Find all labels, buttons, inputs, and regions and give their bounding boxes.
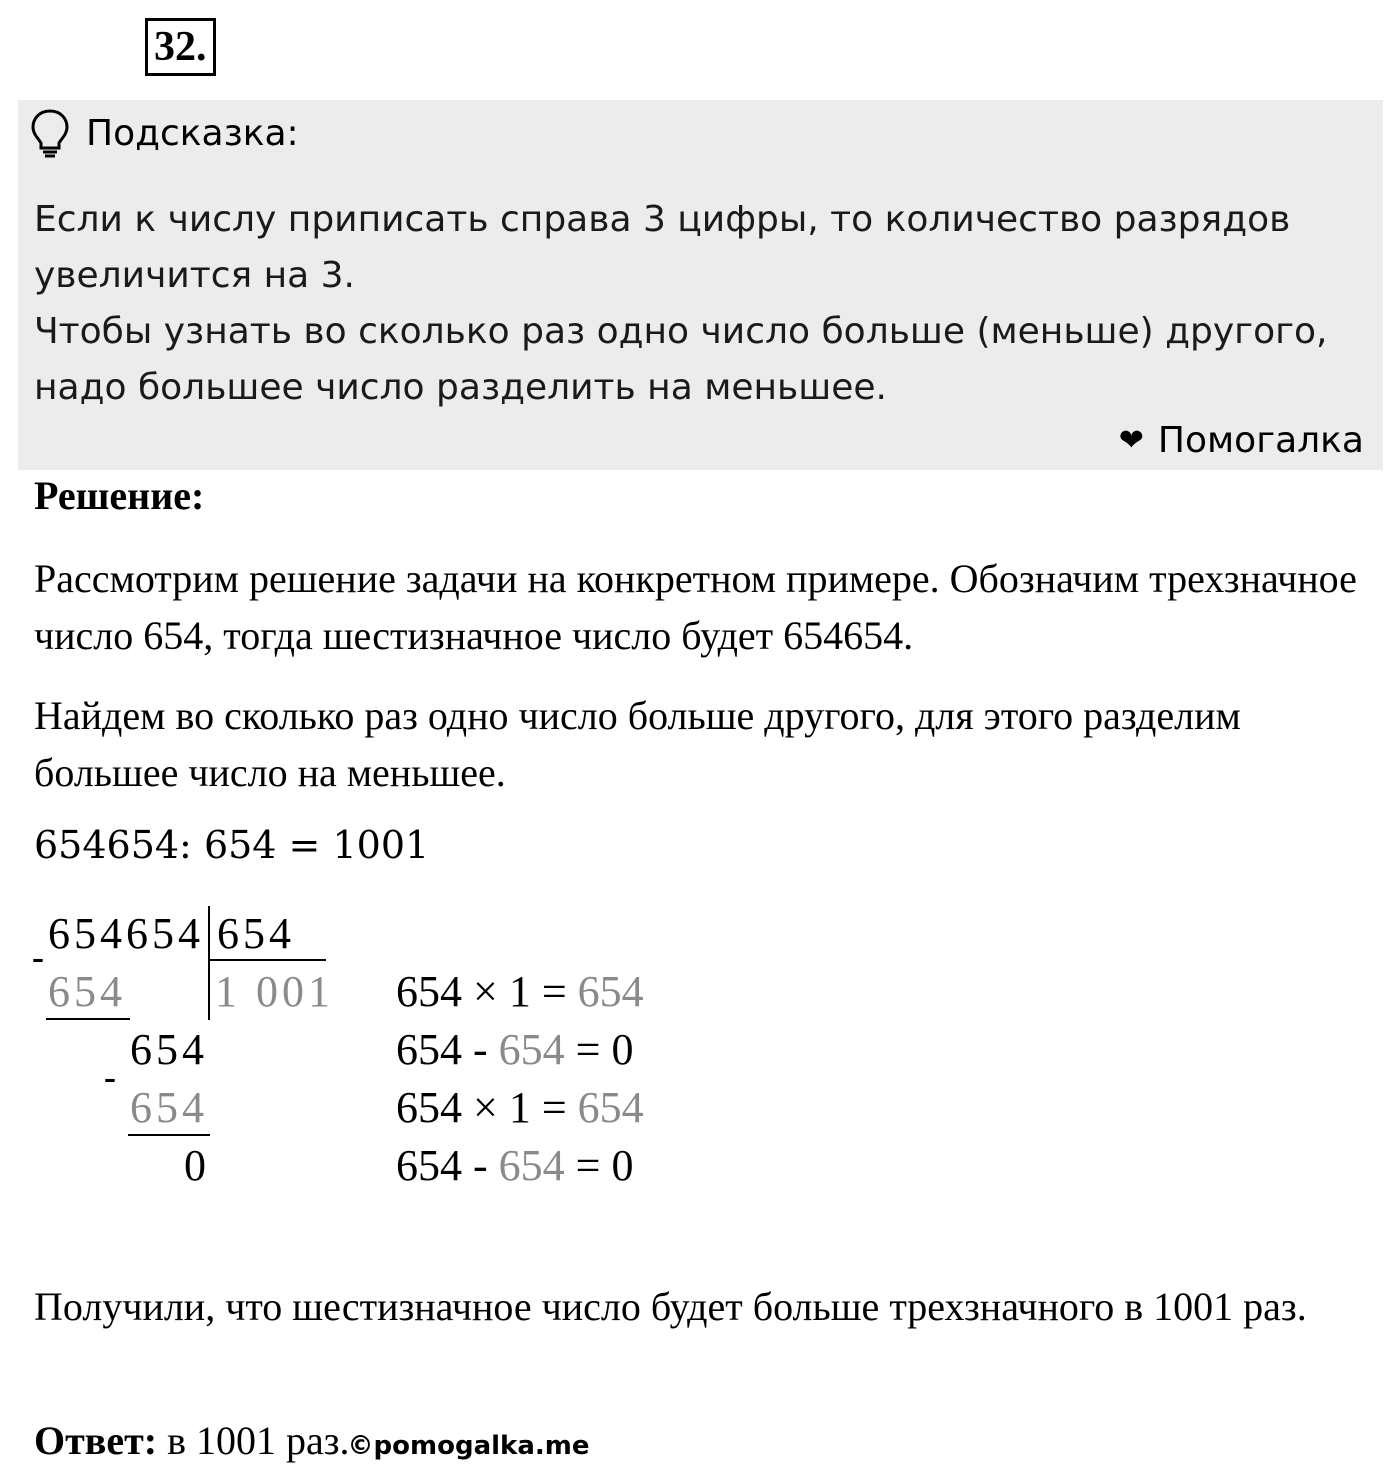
task-number: 32. [145, 18, 216, 76]
step-part: 654 [577, 967, 644, 1016]
step-part: 654 - [396, 1141, 499, 1190]
hint-line: Чтобы узнать во сколько раз одно число больше (меньше) другого, [34, 311, 1328, 352]
minus-sign: - [32, 937, 44, 977]
step-part: 654 [498, 1141, 565, 1190]
step-line [396, 967, 644, 1016]
remainder-1: 654 [130, 1025, 208, 1074]
subtrahend-2: 654 [130, 1083, 208, 1132]
step-part: 654 × 1 = [396, 967, 578, 1016]
step-line [396, 1083, 644, 1132]
step-line [396, 1025, 634, 1074]
step-part: 654 [577, 1083, 644, 1132]
step-line [396, 1141, 634, 1190]
quotient: 1 001 [215, 967, 334, 1016]
step-part: = 0 [564, 1141, 634, 1190]
answer [34, 1417, 589, 1464]
division-line [128, 1134, 210, 1136]
divisor: 654 [217, 909, 295, 958]
hint-title: Подсказка: [86, 112, 299, 154]
hint-line: увеличится на 3. [34, 255, 355, 296]
solution-paragraph: Рассмотрим решение задачи на конкретном примере. Обозначим трехзначное число 654, тогда шестизначное число будет 654654. [34, 556, 1357, 658]
division-horizontal-bar [210, 959, 326, 961]
step-part: 654 - [396, 1025, 499, 1074]
conclusion-paragraph: Получили, что шестизначное число будет больше трехзначного в 1001 раз. [34, 1284, 1307, 1329]
dividend: 654654 [48, 909, 204, 958]
hint-credit [1119, 420, 1364, 461]
division-line [46, 1018, 130, 1020]
credit-label: Помогалка [1157, 420, 1364, 461]
hint-header [30, 108, 299, 158]
minus-sign: - [104, 1057, 116, 1097]
solution-paragraph: Найдем во сколько раз одно число больше другого, для этого разделим большее число на меньшее. [34, 693, 1241, 795]
division-equation: 654654: 654 = 1001 [34, 823, 430, 867]
step-part: 654 [498, 1025, 565, 1074]
division-vertical-bar [208, 906, 210, 1020]
solution-title: Решение: [34, 473, 205, 518]
heart-icon: ❤ [1118, 423, 1144, 458]
hint-line: Если к числу приписать справа 3 цифры, то количество разрядов [34, 199, 1291, 240]
step-part: 654 × 1 = [396, 1083, 578, 1132]
final-remainder: 0 [184, 1141, 210, 1190]
step-part: = 0 [564, 1025, 634, 1074]
answer-label: Ответ: [34, 1418, 158, 1463]
hint-line: надо большее число разделить на меньшее. [34, 367, 887, 408]
watermark: ©pomogalka.me [347, 1431, 590, 1461]
hint-text [34, 192, 1354, 416]
subtrahend-1: 654 [48, 967, 126, 1016]
answer-text: в 1001 раз. [157, 1418, 350, 1463]
lightbulb-icon [30, 108, 70, 158]
